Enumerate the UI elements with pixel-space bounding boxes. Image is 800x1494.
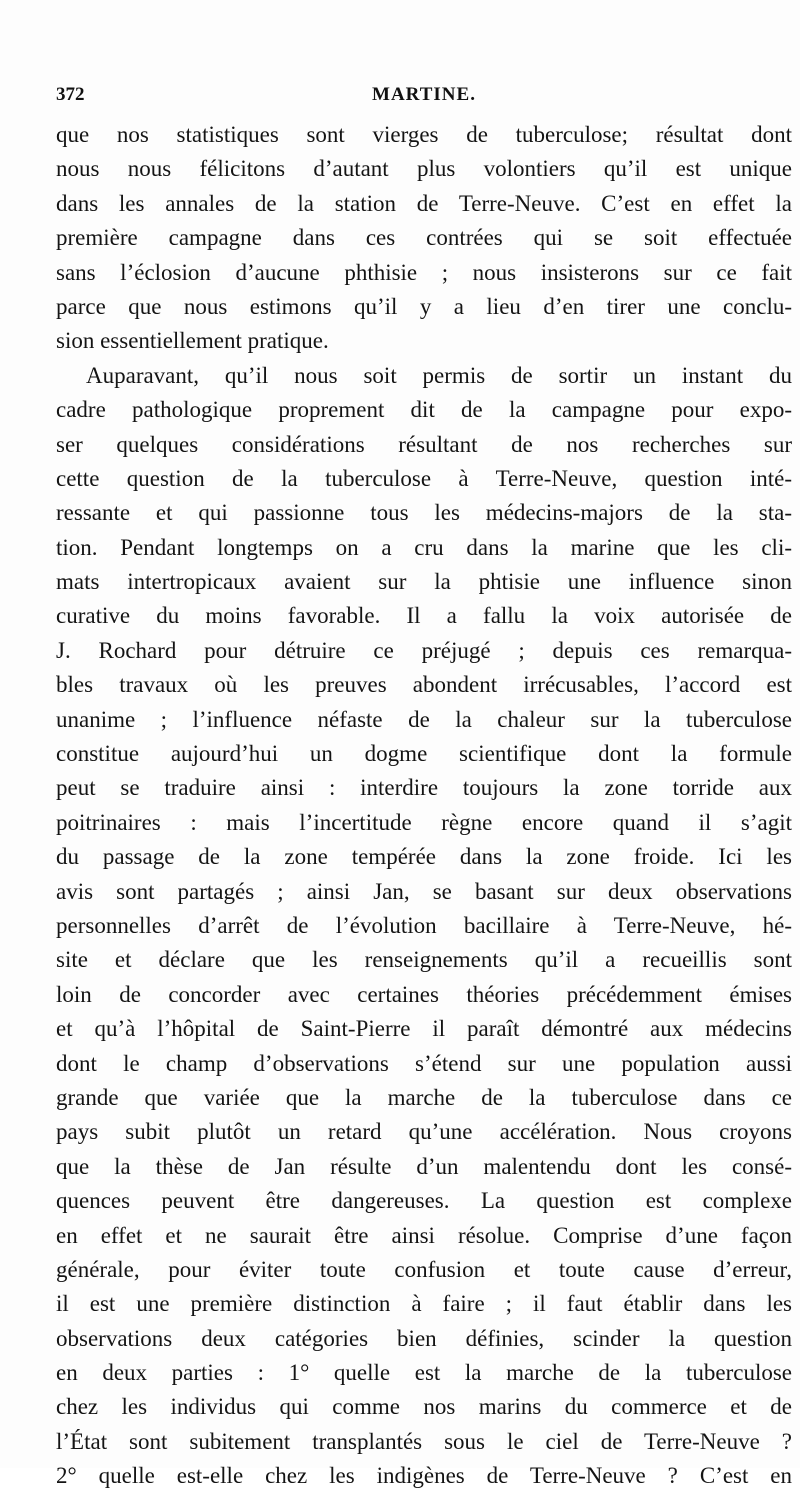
text-line: en deux parties : 1° quelle est la marche de la tuberculose (56, 1360, 792, 1386)
text-line: curative du moins favorable. Il a fallu la voix autorisée de (56, 603, 792, 629)
text-line: cette question de la tuberculose à Terre-Neuve, question inté- (56, 465, 792, 491)
text-line: dans les annales de la station de Terre-Neuve. C’est en effet la (56, 190, 792, 216)
text-line: dont le champ d’observations s’étend sur une population aussi (56, 1050, 792, 1076)
text-line: constitue aujourd’hui un dogme scientifique dont la formule (56, 741, 792, 767)
text-line: sans l’éclosion d’aucune phthisie ; nous insisterons sur ce fait (56, 259, 792, 285)
text-line: grande que variée que la marche de la tuberculose dans ce (56, 1084, 792, 1110)
page-number: 372 (56, 84, 85, 105)
text-line: et qu’à l’hôpital de Saint-Pierre il paraît démontré aux médecins (56, 1016, 792, 1042)
text-line: tion. Pendant longtemps on a cru dans la marine que les cli- (56, 534, 792, 560)
text-line: en effet et ne saurait être ainsi résolue. Comprise d’une façon (56, 1222, 792, 1248)
text-line: que nos statistiques sont vierges de tuberculose; résultat dont (56, 122, 792, 147)
text-line: il est une première distinction à faire ; il faut établir dans les (56, 1291, 792, 1317)
text-line: 2° quelle est-elle chez les indigènes de Terre-Neuve ? C’est en (56, 1463, 792, 1489)
text-line: bles travaux où les preuves abondent irrécusables, l’accord est (56, 672, 792, 698)
body-text (56, 118, 792, 1494)
text-line: première campagne dans ces contrées qui se soit effectuée (56, 225, 792, 251)
text-line: ressante et qui passionne tous les médecins-majors de la sta- (56, 500, 792, 526)
text-line: mats intertropicaux avaient sur la phtisie une influence sinon (56, 569, 792, 595)
page-header (56, 84, 792, 112)
text-line: personnelles d’arrêt de l’évolution bacillaire à Terre-Neuve, hé- (56, 912, 792, 938)
text-line: site et déclare que les renseignements qu’il a recueillis sont (56, 947, 792, 973)
text-line: pays subit plutôt un retard qu’une accélération. Nous croyons (56, 1119, 792, 1145)
text-line: avis sont partagés ; ainsi Jan, se basant sur deux observations (56, 878, 792, 904)
text-line: que la thèse de Jan résulte d’un malentendu dont les consé- (56, 1153, 792, 1179)
text-line: quences peuvent être dangereuses. La question est complexe (56, 1188, 792, 1214)
text-line: observations deux catégories bien définies, scinder la question (56, 1325, 792, 1351)
text-line: poitrinaires : mais l’incertitude règne encore quand il s’agit (56, 809, 792, 835)
text-line: l’État sont subitement transplantés sous le ciel de Terre-Neuve ? (56, 1428, 792, 1454)
text-line: sion essentiellement pratique. (56, 328, 329, 354)
text-line: J. Rochard pour détruire ce préjugé ; depuis ces remarqua- (56, 637, 792, 663)
text-line: loin de concorder avec certaines théories précédemment émises (56, 981, 792, 1007)
text-line: du passage de la zone tempérée dans la zone froide. Ici les (56, 844, 792, 870)
text-line: chez les individus qui comme nos marins du commerce et de (56, 1394, 792, 1420)
text-line: parce que nous estimons qu’il y a lieu d’en tirer une conclu- (56, 293, 792, 319)
text-line: Auparavant, qu’il nous soit permis de sortir un instant du (86, 362, 792, 388)
running-title: MARTINE. (372, 84, 476, 105)
text-line: générale, pour éviter toute confusion et toute cause d’erreur, (56, 1256, 792, 1282)
text-line: ser quelques considérations résultant de nos recherches sur (56, 431, 792, 457)
text-line: unanime ; l’influence néfaste de la chaleur sur la tuberculose (56, 706, 792, 732)
text-line: peut se traduire ainsi : interdire toujours la zone torride aux (56, 775, 792, 801)
text-line: cadre pathologique proprement dit de la campagne pour expo- (56, 397, 792, 423)
text-line: nous nous félicitons d’autant plus volontiers qu’il est unique (56, 156, 792, 182)
